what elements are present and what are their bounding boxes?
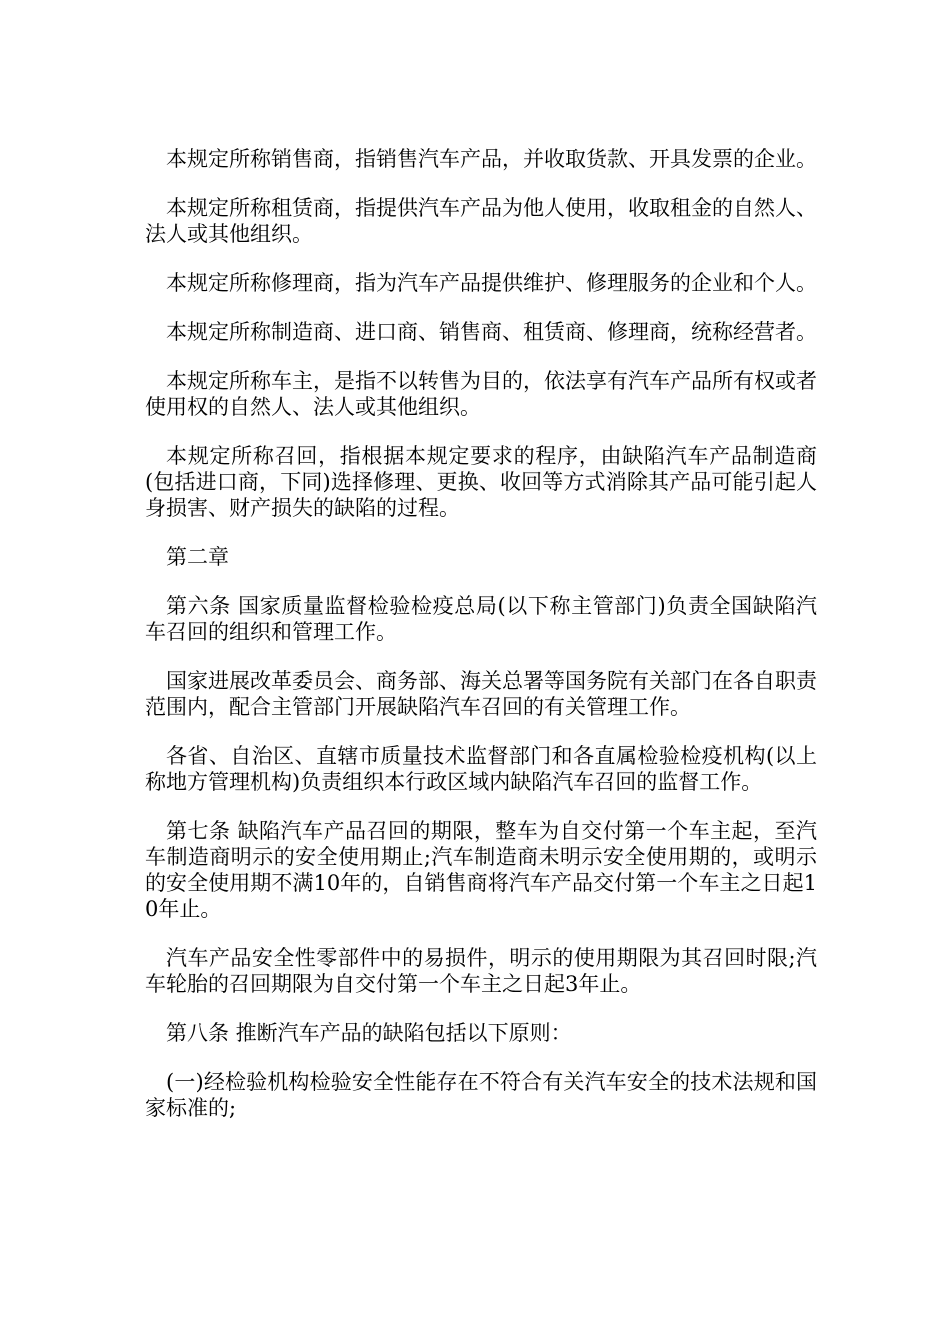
paragraph-article-6-local: 各省、自治区、直辖市质量技术监督部门和各直属检验检疫机构(以上称地方管理机构)负责组织本行政区域内缺陷汽车召回的监督工作。	[145, 744, 817, 794]
paragraph-lessor-definition: 本规定所称租赁商，指提供汽车产品为他人使用，收取租金的自然人、法人或其他组织。	[145, 196, 817, 246]
paragraph-article-6-departments: 国家进展改革委员会、商务部、海关总署等国务院有关部门在各自职责范围内，配合主管部门开展缺陷汽车召回的有关管理工作。	[145, 669, 817, 719]
document-body	[145, 146, 817, 1144]
paragraph-article-8-item-1: (一)经检验机构检验安全性能存在不符合有关汽车安全的技术法规和国家标准的;	[145, 1070, 817, 1120]
paragraph-article-7: 第七条 缺陷汽车产品召回的期限，整车为自交付第一个车主起，至汽车制造商明示的安全使用期止;汽车制造商未明示安全使用期的，或明示的安全使用期不满10年的，自销售商将汽车产品交付第一个车主之日起10年止。	[145, 819, 817, 921]
paragraph-article-7-parts: 汽车产品安全性零部件中的易损件，明示的使用期限为其召回时限;汽车轮胎的召回期限为自交付第一个车主之日起3年止。	[145, 946, 817, 996]
paragraph-owner-definition: 本规定所称车主，是指不以转售为目的，依法享有汽车产品所有权或者使用权的自然人、法人或其他组织。	[145, 369, 817, 419]
paragraph-operator-definition: 本规定所称制造商、进口商、销售商、租赁商、修理商，统称经营者。	[166, 320, 817, 344]
paragraph-repairer-definition: 本规定所称修理商，指为汽车产品提供维护、修理服务的企业和个人。	[166, 271, 817, 295]
paragraph-recall-definition: 本规定所称召回，指根据本规定要求的程序，由缺陷汽车产品制造商(包括进口商，下同)选择修理、更换、收回等方式消除其产品可能引起人身损害、财产损失的缺陷的过程。	[145, 444, 817, 520]
paragraph-article-8: 第八条 推断汽车产品的缺陷包括以下原则：	[166, 1021, 572, 1045]
paragraph-seller-definition: 本规定所称销售商，指销售汽车产品，并收取货款、开具发票的企业。	[166, 147, 817, 171]
paragraph-article-6: 第六条 国家质量监督检验检疫总局(以下称主管部门)负责全国缺陷汽车召回的组织和管理工作。	[145, 594, 817, 644]
chapter-heading: 第二章	[166, 545, 229, 569]
